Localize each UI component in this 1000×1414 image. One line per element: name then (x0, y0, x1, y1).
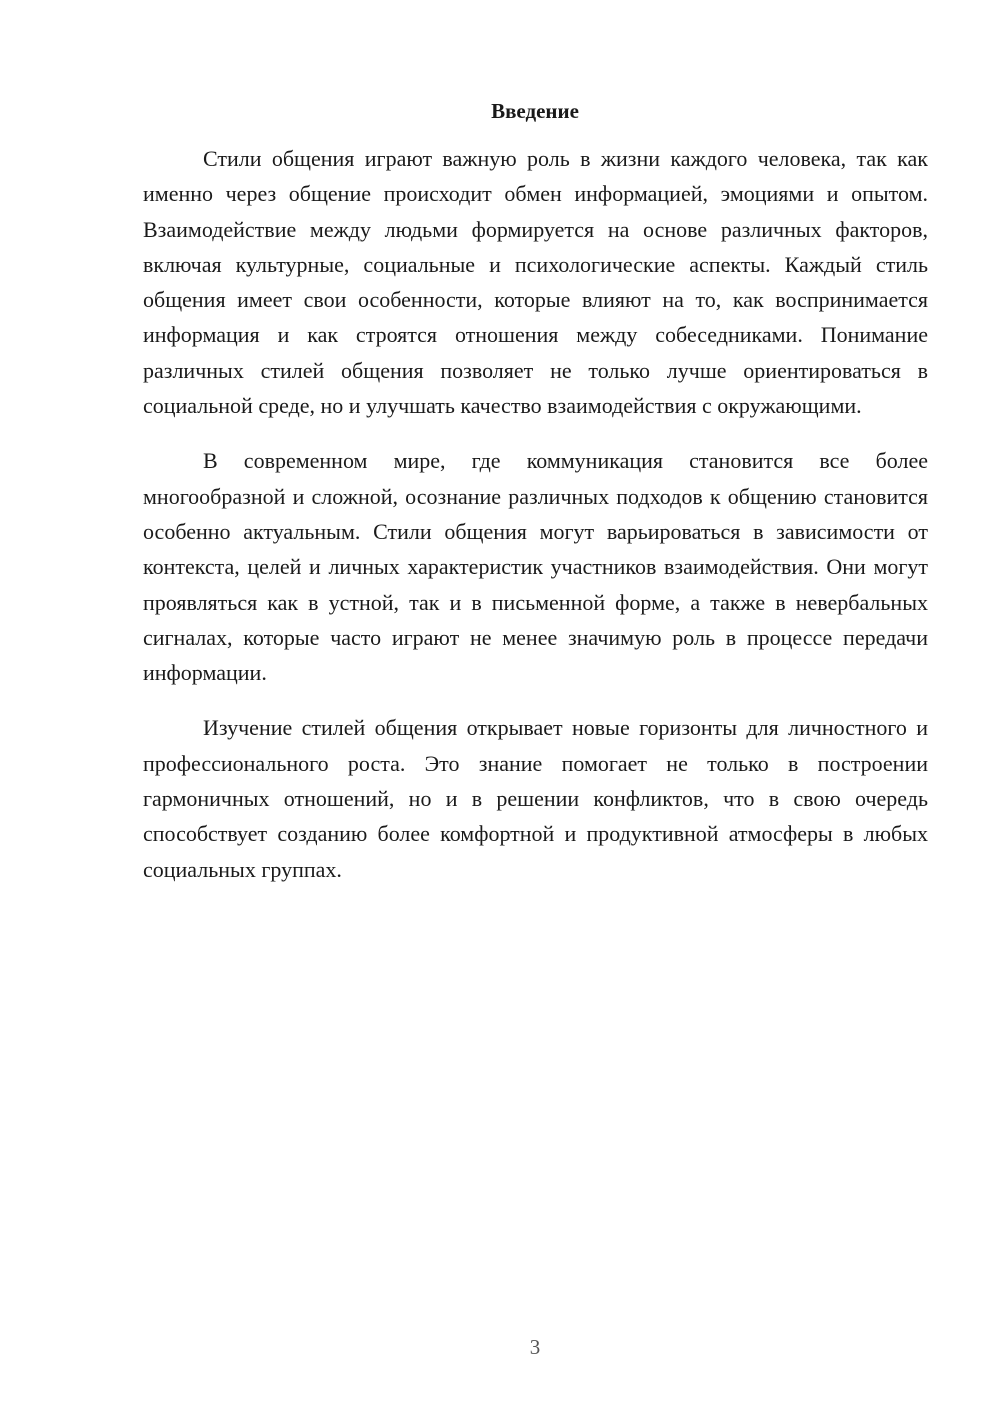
page-number: 3 (529, 1335, 541, 1359)
page-heading: Введение (491, 99, 579, 123)
body-text (143, 141, 928, 907)
paragraph-2: В современном мире, где коммуникация становится все более многообразной и сложной, осознание различных подходов к общению становится особенно актуальным. Стили общения могут варьироваться в зависимости от контекста, целей и личных характеристик участников взаимодействия. Они могут проявляться как в устной, так и в письменной форме, а также в невербальных сигналах, которые часто играют не менее значимую роль в процессе передачи информации. (143, 448, 928, 686)
paragraph-3: Изучение стилей общения открывает новые горизонты для личностного и профессионального роста. Это знание помогает не только в построении гармоничных отношений, но и в решении конфликтов, что в свою очередь способствует созданию более комфортной и продуктивной атмосферы в любых социальных группах. (143, 715, 928, 882)
paragraph-1: Стили общения играют важную роль в жизни каждого человека, так как именно через общение происходит обмен информацией, эмоциями и опытом. Взаимодействие между людьми формируется на основе различных факторов, включая культурные, социальные и психологические аспекты. Каждый стиль общения имеет свои особенности, которые влияют на то, как воспринимается информация и как строятся отношения между собеседниками. Понимание различных стилей общения позволяет не только лучше ориентироваться в социальной среде, но и улучшать качество взаимодействия с окружающими. (143, 146, 928, 419)
